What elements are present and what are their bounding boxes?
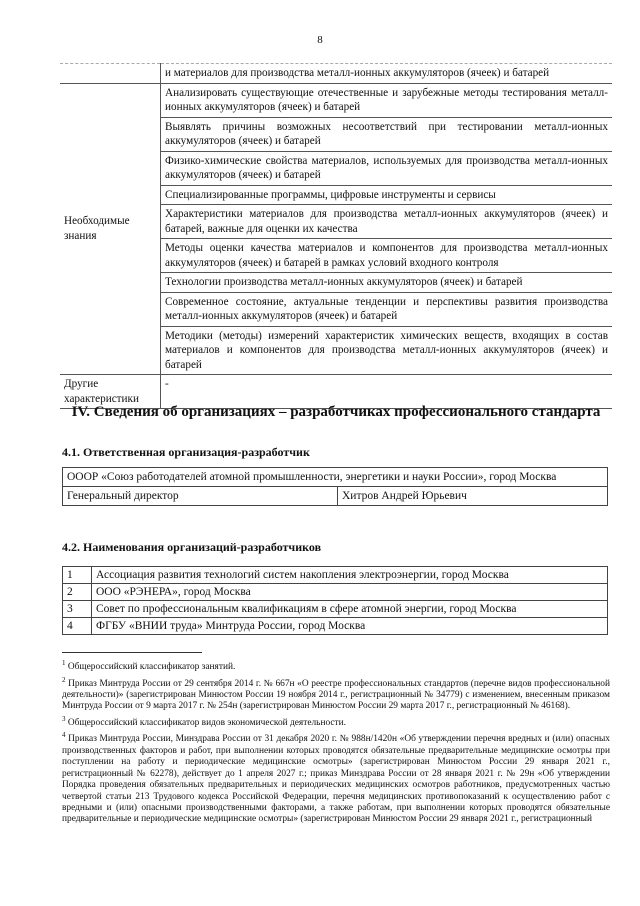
footnote-text: Общероссийский классификатор занятий. bbox=[67, 662, 236, 673]
row-number: 1 bbox=[63, 567, 92, 584]
table-row bbox=[63, 487, 608, 506]
knowledge-table bbox=[60, 63, 612, 409]
developer-orgs-table bbox=[62, 566, 608, 635]
list-item: Анализировать существующие отечественные и зарубежные методы тестирования металл-ионных аккумуляторов (ячеек) и батарей bbox=[161, 83, 613, 117]
developer-orgs-heading: 4.2. Наименования организаций-разработчиков bbox=[62, 540, 322, 554]
list-item: Современное состояние, актуальные тенденции и перспективы развития производства металл-ионных аккумуляторов (ячеек) и батарей bbox=[161, 292, 613, 326]
table-row bbox=[60, 64, 612, 84]
row-number: 2 bbox=[63, 584, 92, 601]
org-name: Ассоциация развития технологий систем накопления электроэнергии, город Москва bbox=[92, 567, 608, 584]
responsible-org-heading: 4.1. Ответственная организация-разработчик bbox=[62, 445, 310, 459]
required-knowledge-label: Необходимые знания bbox=[60, 83, 161, 375]
other-characteristics-value: - bbox=[161, 375, 613, 409]
table-row bbox=[63, 468, 608, 487]
footnote-text: Приказ Минтруда России от 29 сентября 2014 г. № 667н «О реестре профессиональных стандартов (перечне видов профессиональной деятельности)» (зарегистрирован Минюстом России 19 ноября 2014 г., регистрационный № 34779) с изменением, внесенным приказом Минтруда России от 9 марта 2017 г. № 254н (зарегистрирован Минюстом России 29 марта 2017 г., регистрационный № 46168). bbox=[62, 678, 610, 712]
table-row bbox=[60, 83, 612, 117]
footnote-text: Приказ Минтруда России, Минздрава России от 31 декабря 2020 г. № 988н/1420н «Об утверждении перечня вредных и (или) опасных производственных факторов и работ, при выполнении которых проводятся обязательные предварительные медицинские осмотры при поступлении на работу и периодические медицинские осмотры» (зарегистрирован Минюстом России 29 января 2021 г., регистрационный № 62278), действует до 1 апреля 2027 г.; приказ Минздрава России от 28 января 2021 г. № 29н «Об утверждении Порядка проведения обязательных предварительных и периодических медицинских осмотров работников, предусмотренных частью четвертой статьи 213 Трудового кодекса Российской Федерации, перечня медицинских противопоказаний к осуществлению работ с вредными и (или) опасными производственными факторами, а также работам, при выполнении которых проводятся обязательные предварительные и периодические медицинские осмотры» (зарегистрирован Минюстом России 29 января 2021 г., регистрационный bbox=[62, 734, 610, 825]
responsible-org-table bbox=[62, 467, 608, 506]
footnote bbox=[62, 658, 610, 674]
list-item: Характеристики материалов для производства металл-ионных аккумуляторов (ячеек) и батарей, важные для оценки их качества bbox=[161, 205, 613, 239]
footnote bbox=[62, 675, 610, 713]
list-item: Методики (методы) измерений характеристик химических веществ, входящих в состав материалов и компонентов для производства металл-ионных аккумуляторов (ячеек) и батарей bbox=[161, 326, 613, 375]
page-number: 8 bbox=[317, 34, 323, 46]
footnote-divider bbox=[62, 652, 202, 653]
list-item: Физико-химические свойства материалов, используемых для производства металл-ионных аккумуляторов (ячеек) и батарей bbox=[161, 151, 613, 185]
list-item: Выявлять причины возможных несоответствий при тестировании металл-ионных аккумуляторов (ячеек) и батарей bbox=[161, 117, 613, 151]
table-row bbox=[63, 601, 608, 618]
table-row bbox=[63, 584, 608, 601]
table-row bbox=[63, 567, 608, 584]
org-name: Совет по профессиональным квалификациям в сфере атомной энергии, город Москва bbox=[92, 601, 608, 618]
footnote bbox=[62, 730, 610, 825]
footnote bbox=[62, 714, 610, 730]
other-characteristics-label: Другие характеристики bbox=[60, 375, 161, 409]
list-item: Технологии производства металл-ионных аккумуляторов (ячеек) и батарей bbox=[161, 273, 613, 293]
list-item: Методы оценки качества материалов и компонентов для производства металл-ионных аккумуляторов (ячеек) и батарей в рамках условий входного контроля bbox=[161, 239, 613, 273]
footnotes bbox=[62, 658, 610, 827]
director-name: Хитров Андрей Юрьевич bbox=[338, 487, 608, 506]
empty-label-cell bbox=[60, 64, 161, 84]
org-name: ФГБУ «ВНИИ труда» Минтруда России, город Москва bbox=[92, 618, 608, 635]
footnote-mark: 4 bbox=[62, 731, 66, 740]
footnote-mark: 3 bbox=[62, 714, 66, 723]
section-title: IV. Сведения об организациях – разработчиках профессионального стандарта bbox=[71, 404, 601, 420]
footnote-mark: 2 bbox=[62, 675, 66, 684]
director-position: Генеральный директор bbox=[63, 487, 338, 506]
row-number: 3 bbox=[63, 601, 92, 618]
table-row bbox=[63, 618, 608, 635]
footnote-text: Общероссийский классификатор видов экономической деятельности. bbox=[67, 718, 347, 728]
list-item: Специализированные программы, цифровые инструменты и сервисы bbox=[161, 185, 613, 205]
row-number: 4 bbox=[63, 618, 92, 635]
footnote-mark: 1 bbox=[62, 659, 66, 667]
org-name: ОООР «Союз работодателей атомной промышленности, энергетики и науки России», город Москва bbox=[63, 468, 608, 487]
org-name: ООО «РЭНЕРА», город Москва bbox=[92, 584, 608, 601]
list-item: и материалов для производства металл-ионных аккумуляторов (ячеек) и батарей bbox=[161, 64, 613, 84]
